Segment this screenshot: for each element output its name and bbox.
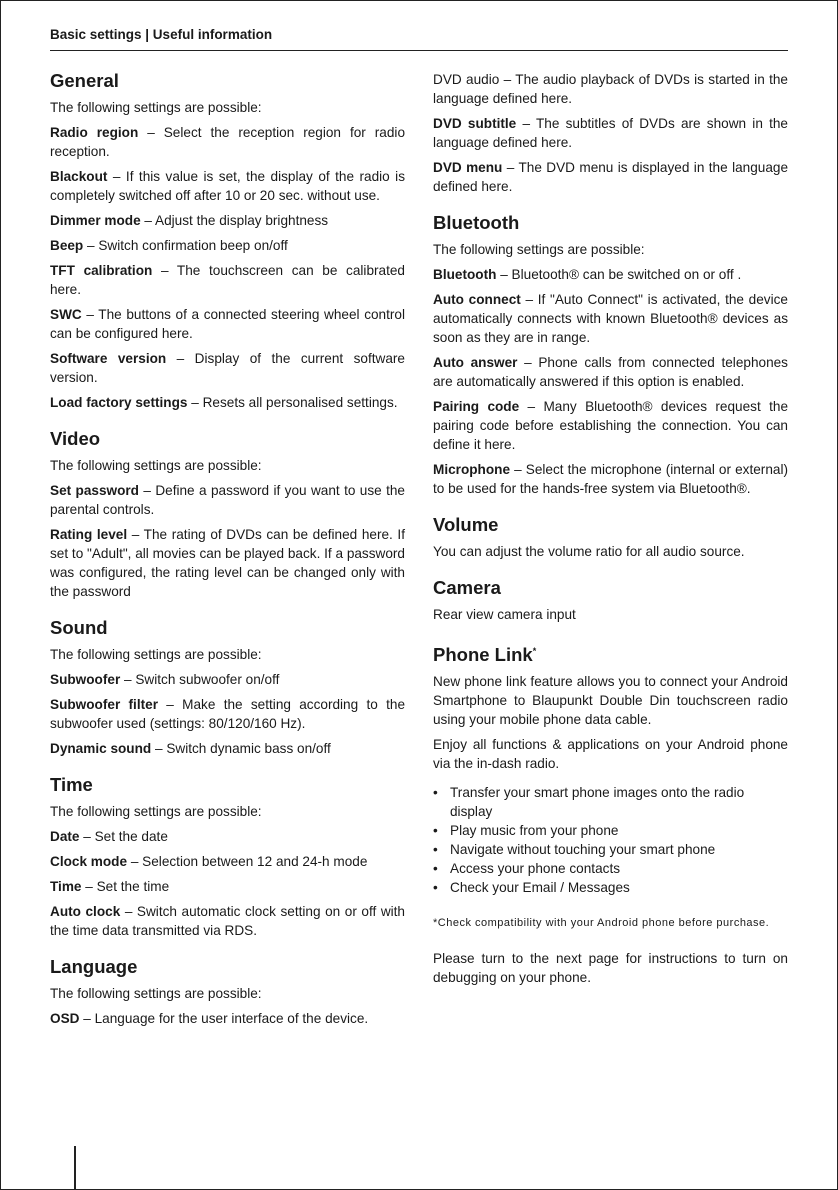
section-volume	[433, 514, 788, 561]
setting-desc: – The touchscreen can be calibrated here.	[50, 263, 405, 297]
setting-desc: – If "Auto Connect" is activated, the device automatically connects with known Bluetooth® devices as soon as they are in range.	[433, 292, 788, 345]
setting-item	[433, 397, 788, 454]
setting-term: DVD subtitle	[433, 116, 517, 131]
setting-term: DVD menu	[433, 160, 503, 175]
footnote-marker: *	[532, 646, 537, 656]
page-header	[50, 26, 788, 51]
setting-desc: – Switch automatic clock setting on or off with the time data transmitted via RDS.	[50, 904, 405, 938]
setting-term: Auto connect	[433, 292, 521, 307]
setting-item	[433, 353, 788, 391]
section-time	[50, 774, 405, 940]
setting-desc: – Many Bluetooth® devices request the pairing code before establishing the connection. You can define it here.	[433, 399, 788, 452]
header-title: Basic settings | Useful information	[50, 27, 273, 42]
setting-term: Blackout	[50, 169, 108, 184]
setting-desc: – Selection between 12 and 24-h mode	[127, 854, 368, 869]
section-intro: The following settings are possible:	[50, 647, 262, 662]
setting-item	[433, 114, 788, 152]
setting-term: Subwoofer filter	[50, 697, 158, 712]
dvd-audio-text: DVD audio – The audio playback of DVDs is started in the language defined here.	[433, 72, 788, 106]
setting-term: Set password	[50, 483, 139, 498]
section-bluetooth	[433, 212, 788, 498]
left-column	[50, 70, 405, 1044]
section-sound	[50, 617, 405, 758]
setting-item	[433, 460, 788, 498]
setting-term: Auto clock	[50, 904, 121, 919]
setting-desc: – Phone calls from connected telephones are automatically answered if this option is enabled.	[433, 355, 788, 389]
setting-item	[50, 902, 405, 940]
section-title: Bluetooth	[433, 212, 520, 233]
section-dvd	[433, 70, 788, 196]
setting-term: TFT calibration	[50, 263, 153, 278]
setting-term: Pairing code	[433, 399, 520, 414]
footer-rule	[74, 1146, 76, 1190]
section-language	[50, 956, 405, 1028]
setting-desc: – The rating of DVDs can be defined here. If set to "Adult", all movies can be played back. If a password was configured, the rating level can be changed only with the password	[50, 527, 405, 599]
section-general	[50, 70, 405, 412]
section-title: Camera	[433, 577, 501, 598]
setting-item	[50, 123, 405, 161]
setting-term: Dimmer mode	[50, 213, 141, 228]
setting-item	[50, 695, 405, 733]
setting-item	[50, 211, 405, 230]
list-item: • Check your Email / Messages	[433, 878, 788, 897]
setting-term: Rating level	[50, 527, 128, 542]
setting-item	[433, 290, 788, 347]
setting-item	[50, 670, 405, 689]
setting-desc: – Set the date	[79, 829, 168, 844]
section-camera	[433, 577, 788, 624]
setting-term: SWC	[50, 307, 82, 322]
setting-item	[50, 236, 405, 255]
setting-term: Auto answer	[433, 355, 518, 370]
setting-desc: – Select the microphone (internal or external) to be used for the hands-free system via Bluetooth®.	[433, 462, 788, 496]
setting-desc: – Make the setting according to the subwoofer used (settings: 80/120/160 Hz).	[50, 697, 405, 731]
section-title: General	[50, 70, 119, 91]
section-title: Time	[50, 774, 93, 795]
setting-desc: – Resets all personalised settings.	[187, 395, 398, 410]
setting-desc: – The DVD menu is displayed in the language defined here.	[433, 160, 789, 194]
setting-desc: – Bluetooth® can be switched on or off .	[496, 267, 742, 282]
setting-item	[50, 261, 405, 299]
setting-item	[50, 481, 405, 519]
setting-desc: – Define a password if you want to use the parental controls.	[50, 483, 405, 517]
setting-item	[50, 739, 405, 758]
section-intro: The following settings are possible:	[50, 986, 262, 1001]
setting-term: Dynamic sound	[50, 741, 152, 756]
section-text: Rear view camera input	[433, 607, 576, 622]
setting-item	[50, 167, 405, 205]
setting-item	[50, 305, 405, 343]
setting-desc: – Display of the current software version.	[50, 351, 405, 385]
phonelink-title: Phone Link	[433, 644, 533, 666]
phonelink-text-1: New phone link feature allows you to connect your Android Smartphone to Blaupunkt Double Din touchscreen radio using your mobile phone data cable.	[433, 674, 788, 728]
setting-item	[50, 827, 405, 846]
section-title: Video	[50, 428, 101, 449]
setting-term: Subwoofer	[50, 672, 121, 687]
list-item: • Transfer your smart phone images onto the radio display	[433, 783, 788, 821]
list-item: • Play music from your phone	[433, 821, 788, 840]
setting-term: OSD	[50, 1011, 80, 1026]
section-title: Language	[50, 956, 138, 977]
setting-item	[50, 525, 405, 601]
right-column	[433, 70, 788, 1003]
setting-term: Time	[50, 879, 82, 894]
section-intro: The following settings are possible:	[433, 242, 645, 257]
setting-item	[50, 877, 405, 896]
setting-item	[50, 1009, 405, 1028]
compatibility-note: *Check compatibility with your Android phone before purchase.	[433, 917, 770, 930]
setting-desc: – Switch subwoofer on/off	[120, 672, 280, 687]
setting-desc: – The buttons of a connected steering wheel control can be configured here.	[50, 307, 405, 341]
setting-term: Software version	[50, 351, 167, 366]
setting-term: Bluetooth	[433, 267, 497, 282]
setting-desc: – Switch confirmation beep on/off	[83, 238, 288, 253]
section-video	[50, 428, 405, 601]
setting-item	[50, 349, 405, 387]
section-intro: The following settings are possible:	[50, 804, 262, 819]
setting-desc: – Select the reception region for radio reception.	[50, 125, 405, 159]
setting-item	[50, 852, 405, 871]
setting-term: Microphone	[433, 462, 511, 477]
list-item: • Access your phone contacts	[433, 859, 788, 878]
phonelink-text-2: Enjoy all functions & applications on your Android phone via the in-dash radio.	[433, 737, 788, 772]
setting-desc: – Adjust the display brightness	[140, 213, 329, 228]
section-intro: The following settings are possible:	[50, 458, 262, 473]
section-title: Sound	[50, 617, 108, 638]
setting-term: Date	[50, 829, 80, 844]
setting-item	[50, 393, 405, 412]
setting-term: Clock mode	[50, 854, 128, 869]
section-title	[433, 640, 788, 666]
setting-item	[433, 265, 788, 284]
setting-item	[433, 158, 788, 196]
setting-desc: – Switch dynamic bass on/off	[151, 741, 331, 756]
setting-term: Load factory settings	[50, 395, 188, 410]
setting-term: Radio region	[50, 125, 139, 140]
section-phonelink	[433, 640, 788, 987]
closing-text: Please turn to the next page for instructions to turn on debugging on your phone.	[433, 951, 788, 986]
section-text: You can adjust the volume ratio for all audio source.	[433, 544, 745, 559]
setting-term: Beep	[50, 238, 84, 253]
setting-desc: – If this value is set, the display of the radio is completely switched off after 10 or 20 sec. without use.	[50, 169, 405, 203]
setting-desc: – Language for the user interface of the device.	[79, 1011, 369, 1026]
feature-list	[433, 783, 788, 897]
section-intro: The following settings are possible:	[50, 100, 262, 115]
setting-desc: – Set the time	[81, 879, 170, 894]
list-item: • Navigate without touching your smart phone	[433, 840, 788, 859]
section-title: Volume	[433, 514, 499, 535]
setting-desc: – The subtitles of DVDs are shown in the language defined here.	[433, 116, 788, 150]
